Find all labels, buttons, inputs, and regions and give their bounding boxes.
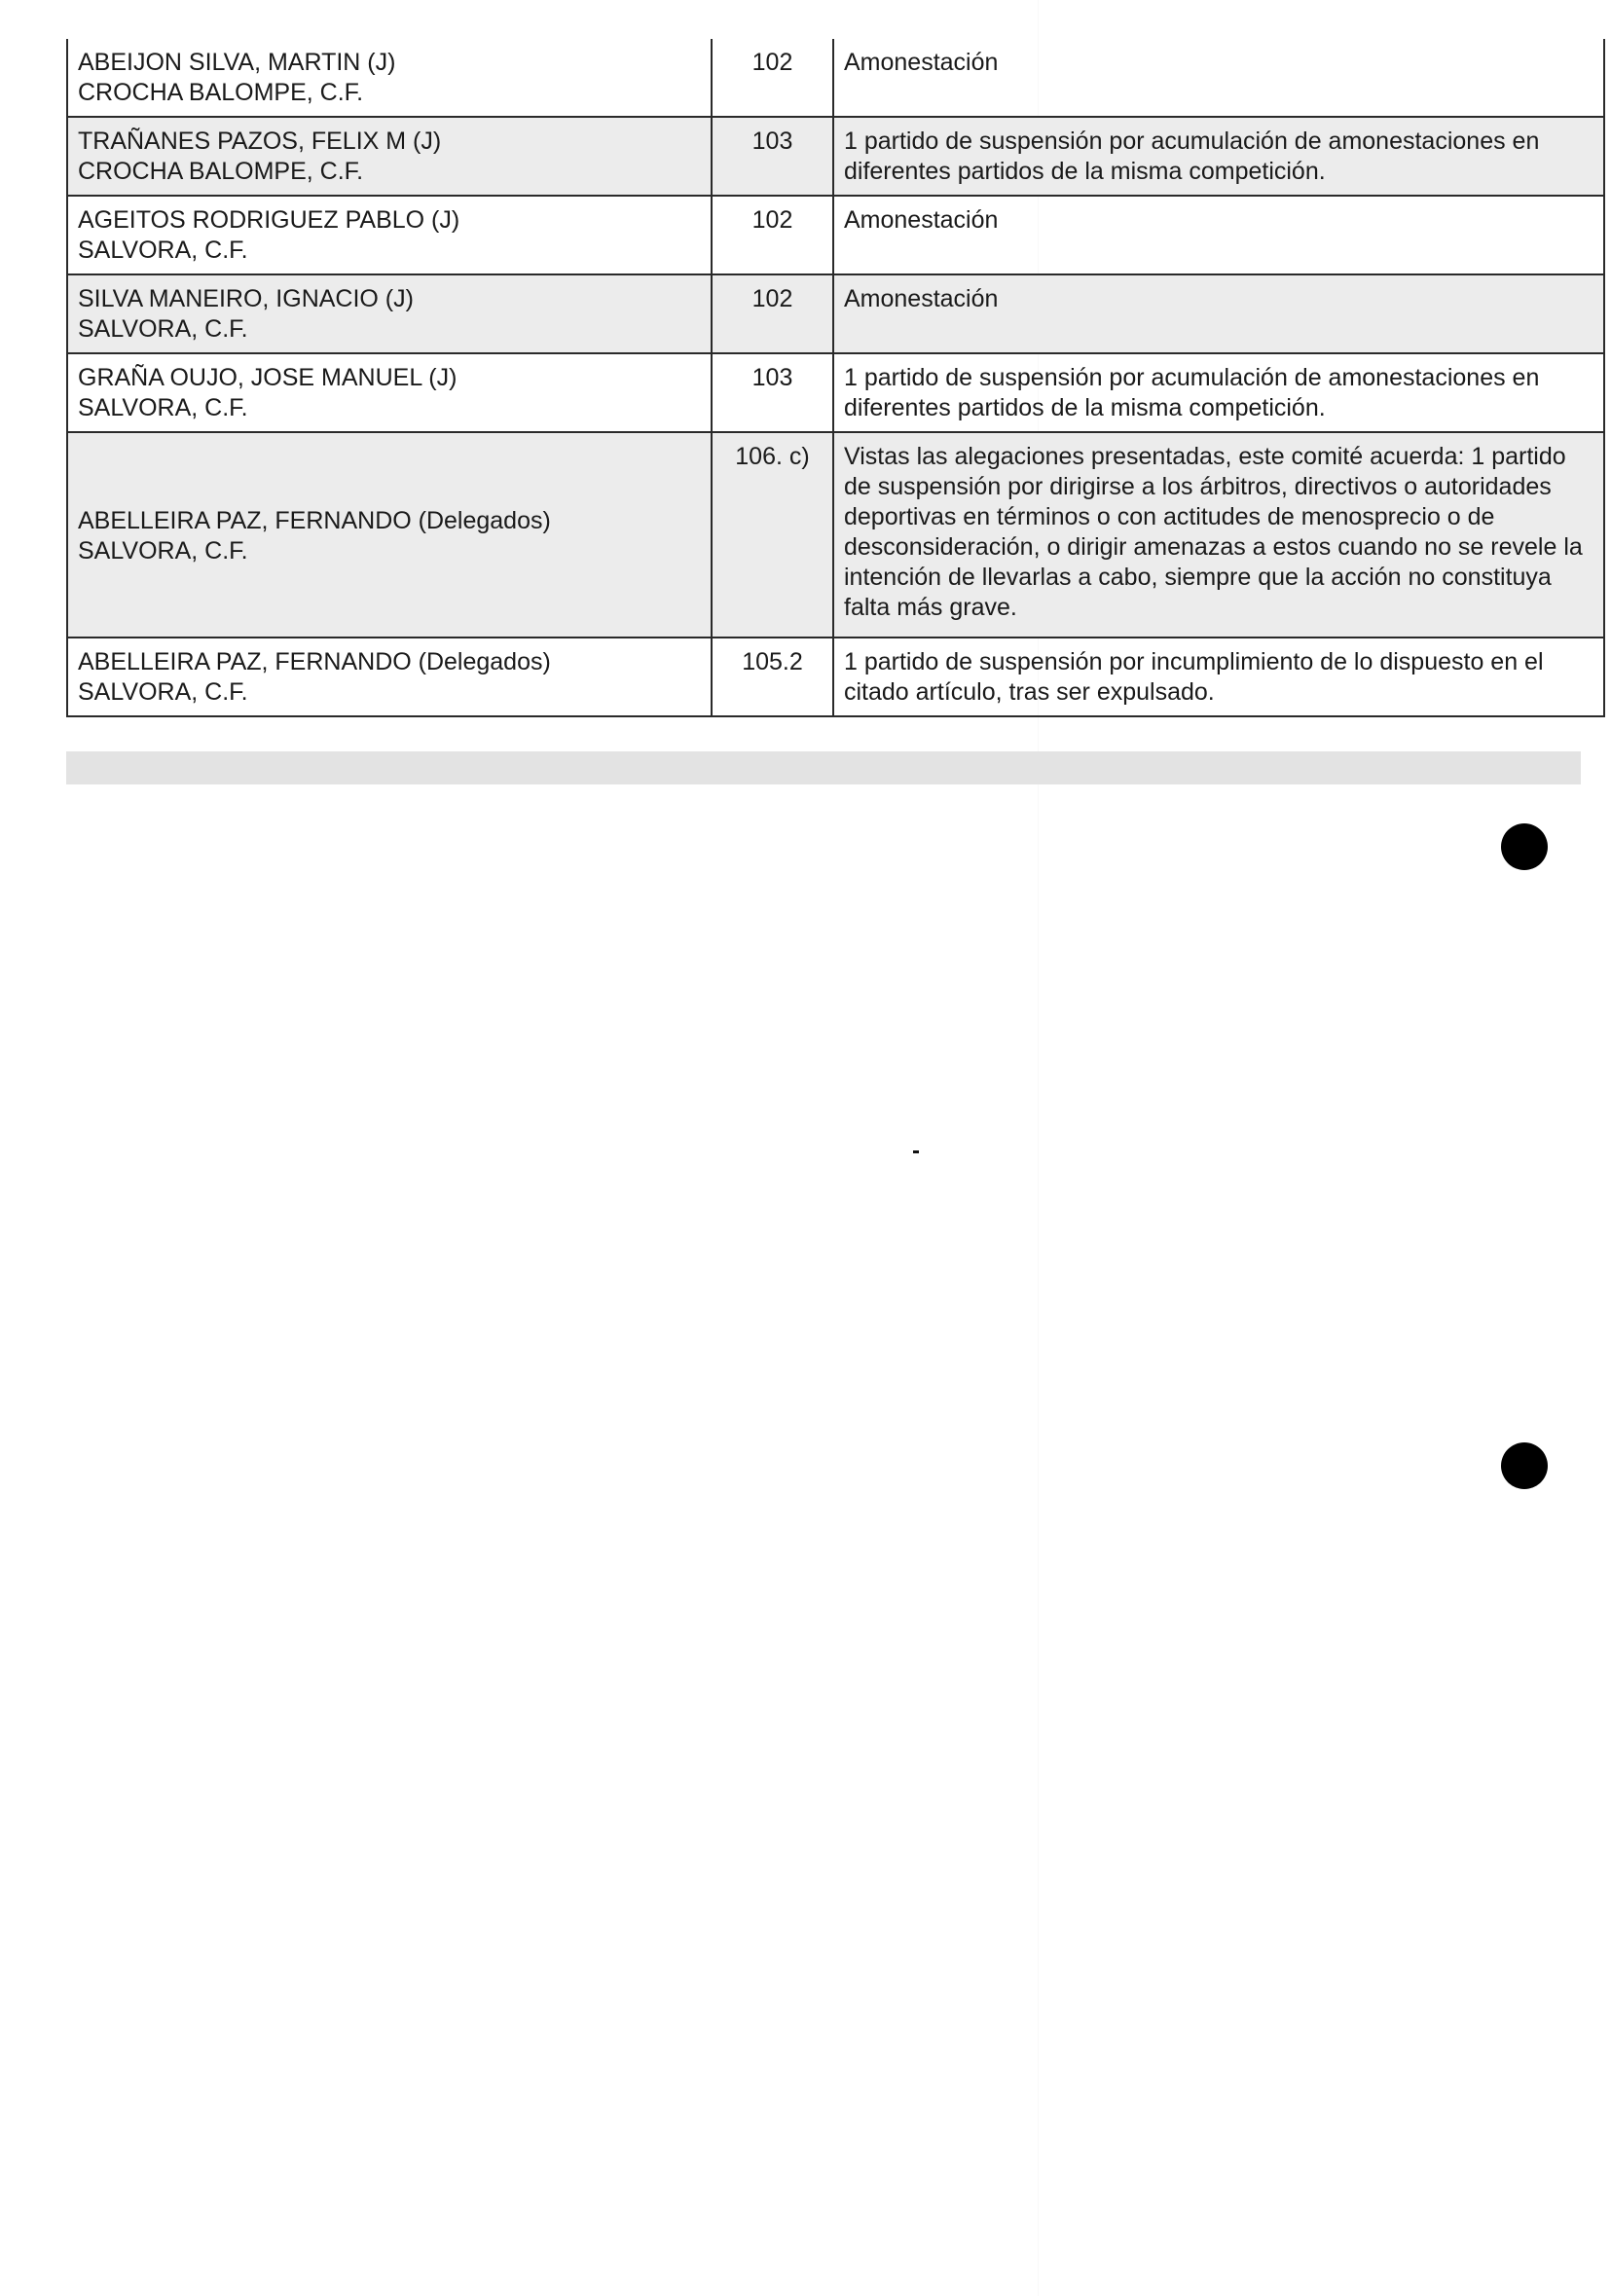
- table-footer-band: [66, 751, 1581, 784]
- article-cell: 102: [712, 39, 833, 117]
- penalty-cell: 1 partido de suspensión por acumulación de amonestaciones en diferentes partidos de la misma competición.: [833, 117, 1604, 196]
- club-name: CROCHA BALOMPE, C.F.: [78, 158, 364, 185]
- player-name: GRAÑA OUJO, JOSE MANUEL (J): [78, 364, 458, 391]
- player-name: TRAÑANES PAZOS, FELIX M (J): [78, 128, 442, 155]
- article-cell: 103: [712, 117, 833, 196]
- article-cell: 106. c): [712, 432, 833, 638]
- sanction-row: [67, 39, 1604, 117]
- article-cell: 102: [712, 274, 833, 353]
- player-cell: [67, 274, 712, 353]
- sanctions-table: [66, 39, 1605, 717]
- scan-speck: [913, 1150, 919, 1153]
- club-name: SALVORA, C.F.: [78, 237, 248, 264]
- club-name: CROCHA BALOMPE, C.F.: [78, 79, 364, 106]
- player-cell: [67, 638, 712, 716]
- sanction-row: [67, 117, 1604, 196]
- article-cell: 105.2: [712, 638, 833, 716]
- sanction-row: [67, 638, 1604, 716]
- punch-hole-bottom: [1501, 1442, 1548, 1489]
- punch-hole-top: [1501, 823, 1548, 870]
- sanction-row: [67, 274, 1604, 353]
- player-cell: [67, 196, 712, 274]
- club-name: SALVORA, C.F.: [78, 315, 248, 343]
- sanction-row: [67, 196, 1604, 274]
- player-name: ABELLEIRA PAZ, FERNANDO (Delegados): [78, 648, 551, 675]
- player-name: SILVA MANEIRO, IGNACIO (J): [78, 285, 414, 312]
- player-name: AGEITOS RODRIGUEZ PABLO (J): [78, 206, 460, 234]
- penalty-cell: Amonestación: [833, 196, 1604, 274]
- player-cell: [67, 117, 712, 196]
- penalty-cell: 1 partido de suspensión por incumplimiento de lo dispuesto en el citado artículo, tras ser expulsado.: [833, 638, 1604, 716]
- penalty-cell: Amonestación: [833, 39, 1604, 117]
- player-cell: [67, 353, 712, 432]
- penalty-cell: 1 partido de suspensión por acumulación de amonestaciones en diferentes partidos de la misma competición.: [833, 353, 1604, 432]
- player-cell: [67, 39, 712, 117]
- player-name: ABELLEIRA PAZ, FERNANDO (Delegados): [78, 507, 551, 534]
- club-name: SALVORA, C.F.: [78, 678, 248, 706]
- sanction-row: [67, 353, 1604, 432]
- penalty-cell: Amonestación: [833, 274, 1604, 353]
- club-name: SALVORA, C.F.: [78, 394, 248, 421]
- player-name: ABEIJON SILVA, MARTIN (J): [78, 49, 396, 76]
- player-cell: [67, 432, 712, 638]
- sanction-row: [67, 432, 1604, 638]
- club-name: SALVORA, C.F.: [78, 537, 248, 565]
- penalty-cell: Vistas las alegaciones presentadas, este comité acuerda: 1 partido de suspensión por dirigirse a los árbitros, directivos o autoridades deportivas en términos o con actitudes de menosprecio o de desconsideración, o dirigir amenazas a estos cuando no se revele la intención de llevarlas a cabo, siempre que la acción no constituya falta más grave.: [833, 432, 1604, 638]
- article-cell: 102: [712, 196, 833, 274]
- article-cell: 103: [712, 353, 833, 432]
